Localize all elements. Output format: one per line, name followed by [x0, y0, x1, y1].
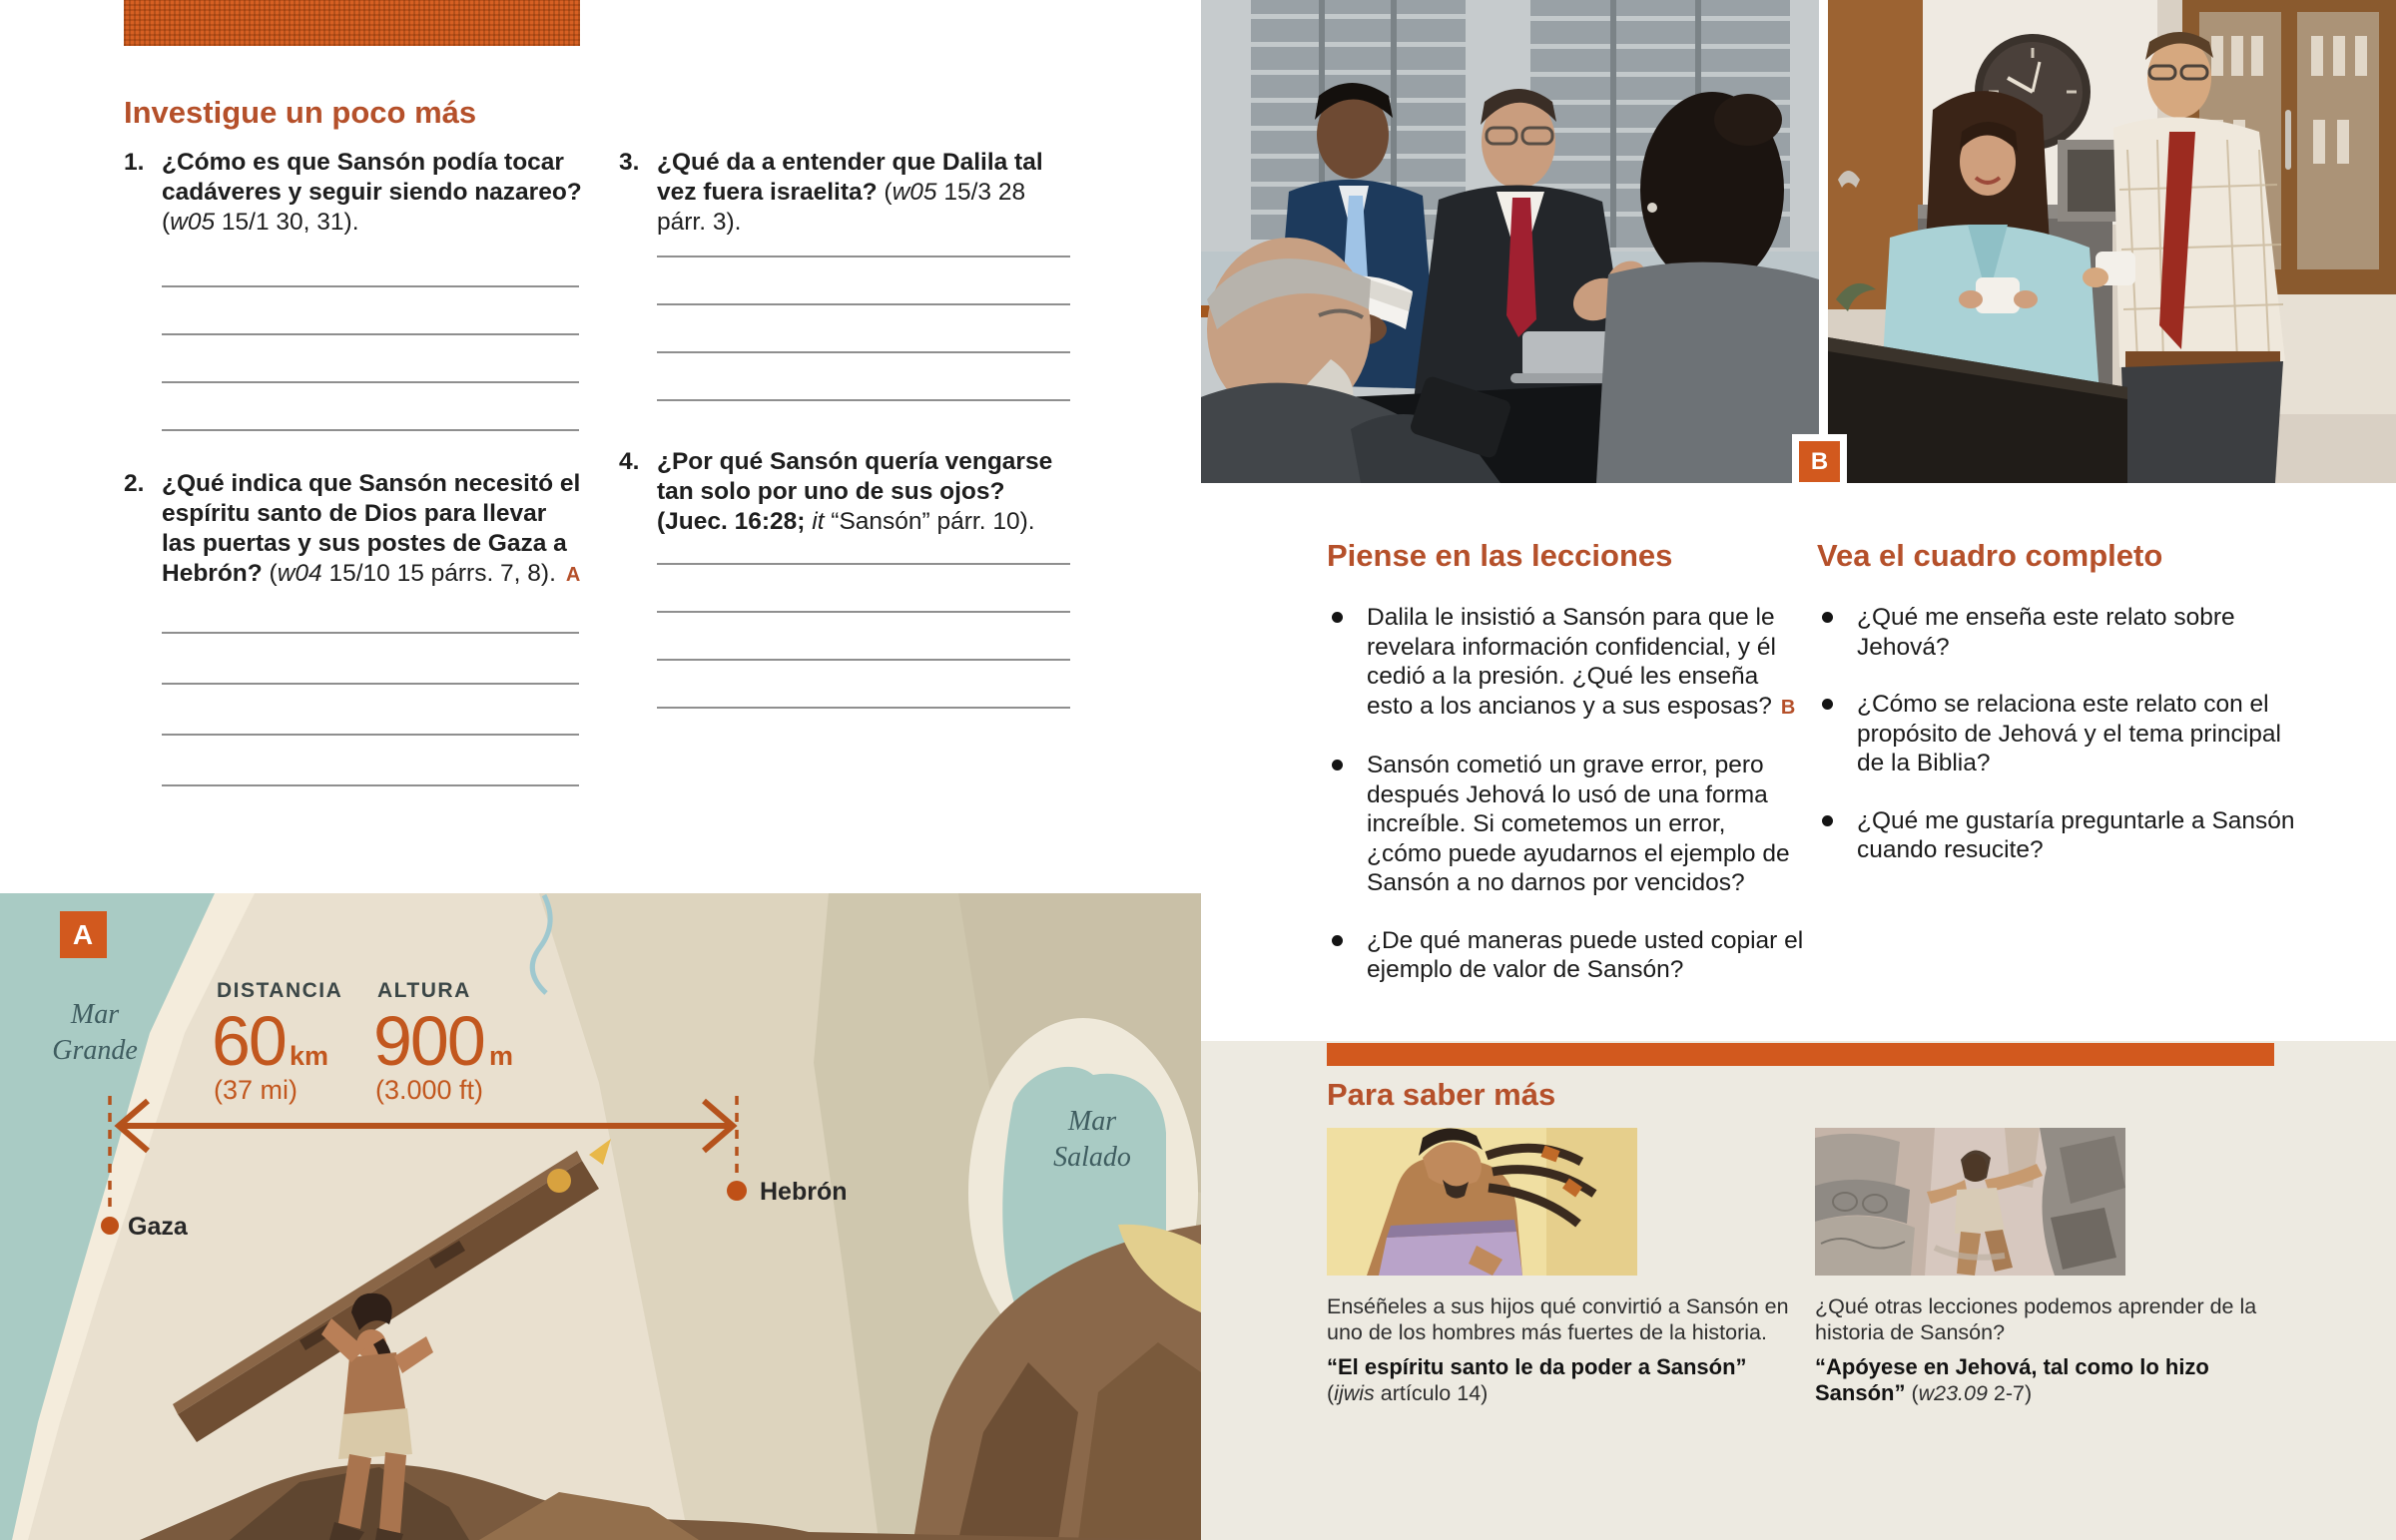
section-title-piense: Piense en las lecciones — [1327, 538, 1673, 573]
question-number: 3. — [619, 149, 640, 176]
writing-line — [657, 661, 1070, 709]
writing-line — [657, 210, 1070, 257]
sea-label-mar-grande: Mar — [70, 999, 120, 1030]
accent-bar — [1327, 1043, 2274, 1066]
photo-elders-meeting — [1201, 0, 1819, 483]
question-text: ¿Qué indica que Sansón necesitó el espíritu santo de Dios para llevar las puertas y sus postes de Gaza a Hebrón? (w04 15/10 15 párrs. 7, 8). A — [162, 470, 581, 587]
writing-lines-q4 — [657, 517, 1070, 709]
question-number: 2. — [124, 470, 145, 497]
writing-line — [657, 353, 1070, 401]
writing-line — [162, 736, 579, 786]
writing-line — [162, 383, 579, 431]
writing-line — [162, 287, 579, 335]
question-2 — [124, 469, 587, 590]
writing-line — [657, 257, 1070, 305]
writing-line — [162, 583, 579, 634]
distance-unit: km — [290, 1041, 329, 1071]
list-item: Sansón cometió un grave error, pero después Jehová lo usó de una forma increíble. Si cometemos un error, ¿cómo puede ayudarnos el ejemplo de Sansón a no darnos por vencidos? — [1327, 751, 1806, 898]
cuadro-list — [1817, 603, 2296, 865]
list-item: ¿Cómo se relaciona este relato con el propósito de Jehová y el tema principal de la Biblia? — [1817, 690, 2296, 778]
gaza-label: Gaza — [128, 1213, 188, 1241]
section-title-cuadro: Vea el cuadro completo — [1817, 538, 2163, 573]
writing-line — [657, 613, 1070, 661]
writing-line — [162, 685, 579, 736]
hebron-dot — [727, 1181, 747, 1201]
list-item: ¿Qué me gustaría preguntarle a Sansón cuando resucite? — [1817, 806, 2296, 865]
question-text: ¿Qué da a entender que Dalila tal vez fuera israelita? (w05 15/3 28 párr. 3). — [657, 149, 1043, 236]
sea-label-mar-salado: Mar — [1067, 1106, 1117, 1137]
piense-list — [1327, 603, 1806, 985]
writing-line — [162, 634, 579, 685]
hebron-label: Hebrón — [760, 1178, 848, 1206]
bullet-icon — [1822, 612, 1833, 623]
svg-text:A: A — [72, 919, 94, 950]
saber-card-2 — [1815, 1293, 2274, 1406]
photo-couple-kitchen — [1828, 0, 2396, 483]
bullet-icon — [1332, 612, 1343, 623]
svg-text:Grande: Grande — [52, 1035, 138, 1066]
thumbnail-samson-pillars — [1815, 1128, 2125, 1276]
list-item: ¿Qué me enseña este relato sobre Jehová? — [1817, 603, 2296, 662]
writing-lines-q3 — [657, 210, 1070, 401]
bullet-icon — [1332, 935, 1343, 946]
height-label: ALTURA — [377, 979, 471, 1002]
writing-line — [162, 335, 579, 383]
section-title-investigue: Investigue un poco más — [124, 95, 477, 130]
question-number: 1. — [124, 149, 145, 176]
list-item: Dalila le insistió a Sansón para que le revelara información confidencial, y él cedió a la presión. ¿Qué les enseña esto a los ancianos y a sus esposas? B — [1327, 603, 1806, 723]
gaza-dot — [101, 1217, 119, 1235]
question-text: ¿Por qué Sansón quería vengarse tan solo por uno de sus ojos? (Juec. 16:28; it “Sansón” párr. 10). — [657, 448, 1053, 535]
height-unit: m — [489, 1041, 514, 1071]
photo-badge-b — [1792, 434, 1847, 489]
bullet-icon — [1822, 815, 1833, 826]
writing-lines-q2 — [162, 583, 579, 786]
writing-line — [162, 240, 579, 287]
distance-value: 60 — [212, 1002, 286, 1080]
question-1 — [124, 148, 583, 238]
caption-lead: Enséñeles a sus hijos qué convirtió a Sansón en uno de los hombres más fuertes de la historia. — [1327, 1294, 1789, 1344]
height-value: 900 — [373, 1002, 484, 1080]
question-number: 4. — [619, 448, 640, 475]
thumbnail-samson-comic — [1327, 1128, 1637, 1276]
distance-label: DISTANCIA — [217, 979, 343, 1002]
caption-title: “El espíritu santo le da poder a Sansón” (ijwis artículo 14) — [1327, 1354, 1747, 1405]
footer-panel — [1201, 1041, 2396, 1540]
question-text: ¿Cómo es que Sansón podía tocar cadáveres y seguir siendo nazareo? (w05 15/1 30, 31). — [162, 149, 582, 236]
caption-title: “Apóyese en Jehová, tal como lo hizo Sansón” (w23.09 2-7) — [1815, 1354, 2209, 1405]
distance-alt: (37 mi) — [214, 1075, 299, 1105]
bullet-icon — [1822, 699, 1833, 710]
gaza-hebron-map — [0, 893, 1201, 1540]
caption-lead: ¿Qué otras lecciones podemos aprender de la historia de Sansón? — [1815, 1294, 2257, 1344]
list-item: ¿De qué maneras puede usted copiar el ejemplo de valor de Sansón? — [1327, 926, 1806, 985]
writing-line — [657, 517, 1070, 565]
saber-card-1 — [1327, 1293, 1796, 1406]
photo-ref-marker-b: B — [1780, 696, 1796, 719]
section-piense — [1327, 539, 1806, 1013]
fabric-texture-banner — [124, 0, 580, 46]
badge-letter: B — [1799, 441, 1840, 482]
section-cuadro — [1817, 539, 2296, 893]
map-badge-a — [60, 911, 107, 958]
writing-line — [657, 565, 1070, 613]
section-title-saber: Para saber más — [1327, 1077, 1556, 1112]
map-ref-marker-a: A — [565, 564, 581, 586]
writing-lines-q1 — [162, 240, 579, 431]
writing-line — [657, 305, 1070, 353]
svg-text:Salado: Salado — [1053, 1142, 1131, 1173]
height-alt: (3.000 ft) — [375, 1075, 484, 1105]
bullet-icon — [1332, 760, 1343, 770]
